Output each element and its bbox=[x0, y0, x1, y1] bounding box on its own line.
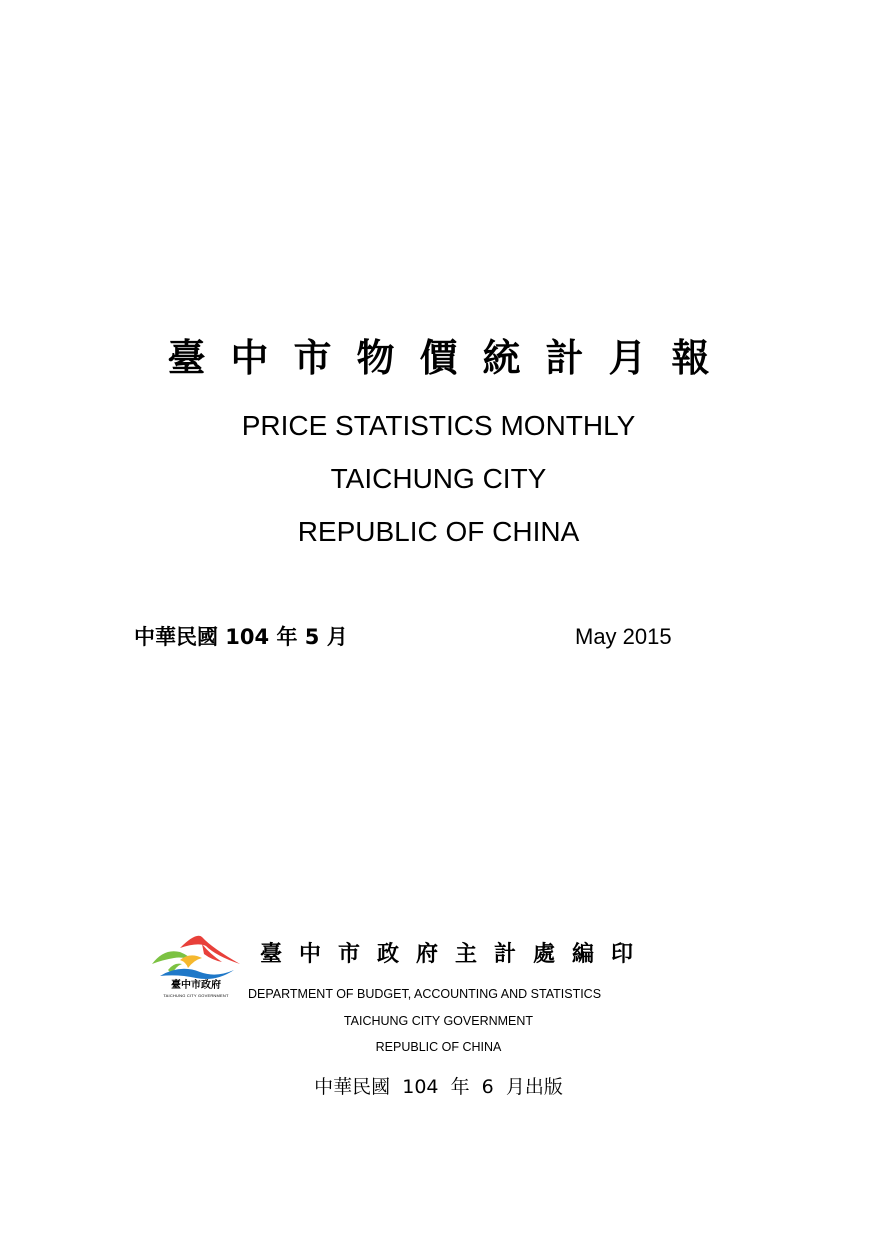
logo-mark-icon bbox=[150, 934, 242, 982]
title-chinese: 臺中市物價統計月報 bbox=[167, 336, 735, 380]
issue-date-chinese: 中華民國 104 年 5 月 bbox=[134, 625, 348, 649]
issue-date-english: May 2015 bbox=[575, 624, 672, 649]
title-english-line-1: PRICE STATISTICS MONTHLY bbox=[241, 410, 636, 441]
publisher-english-line-2: TAICHUNG CITY GOVERNMENT bbox=[343, 1014, 534, 1028]
publisher-english-line-3: REPUBLIC OF CHINA bbox=[375, 1040, 502, 1054]
logo-text-english: TAICHUNG CITY GOVERNMENT bbox=[163, 993, 229, 998]
title-english-line-2: TAICHUNG CITY bbox=[330, 463, 547, 494]
publication-date-chinese: 中華民國 104 年 6 月出版 bbox=[314, 1076, 563, 1098]
title-english-line-3: REPUBLIC OF CHINA bbox=[297, 516, 580, 547]
logo-text-chinese: 臺中市政府 bbox=[171, 980, 221, 991]
publisher-english-line-1: DEPARTMENT OF BUDGET, ACCOUNTING AND STATISTICS bbox=[248, 987, 602, 1001]
publisher-chinese: 臺中市政府主計處編印 bbox=[260, 942, 651, 967]
